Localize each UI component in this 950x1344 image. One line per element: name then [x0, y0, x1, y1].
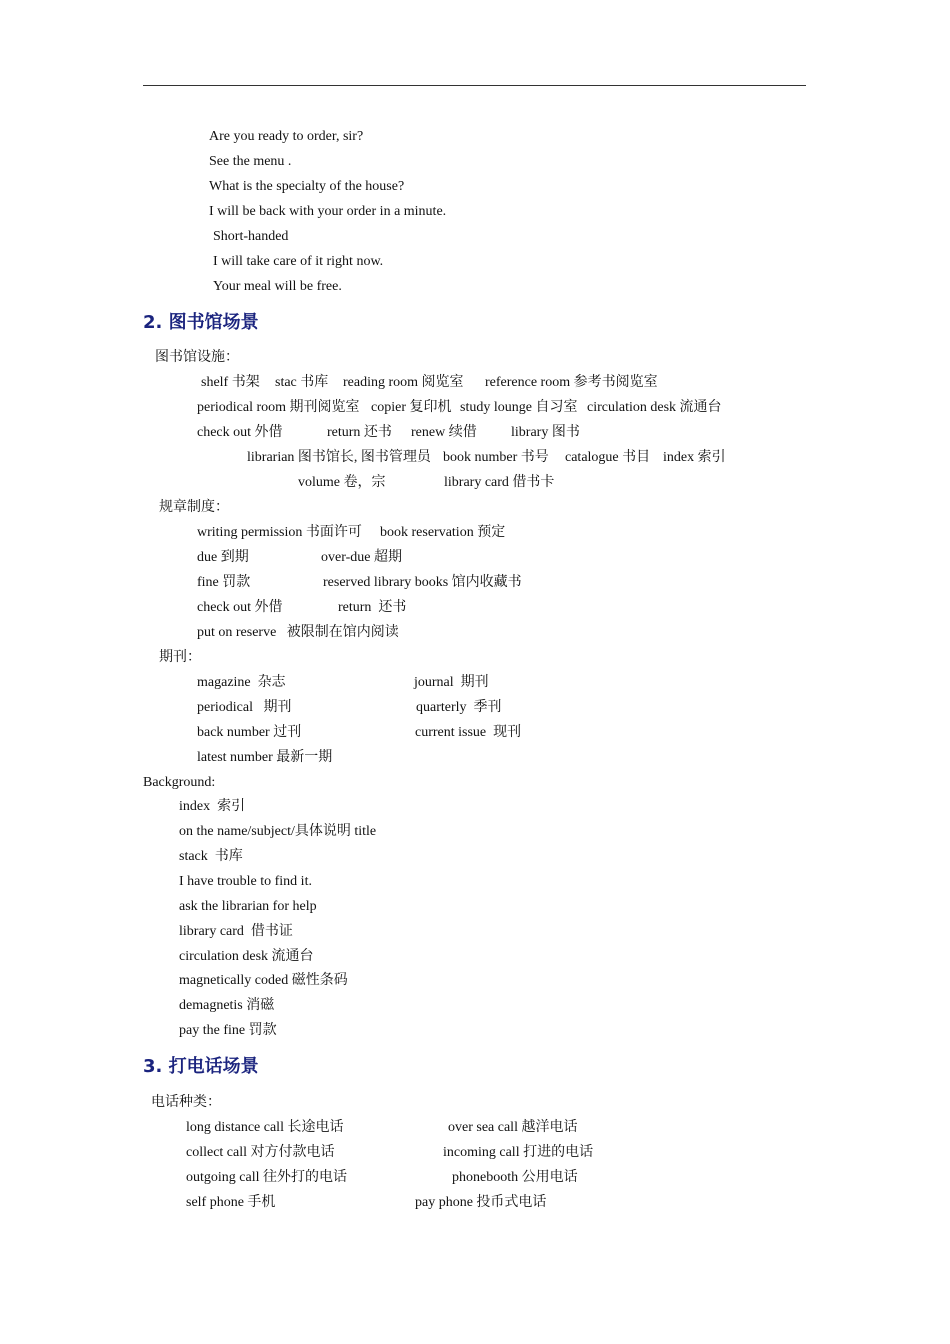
vocab-item: index 索引 [663, 450, 726, 465]
vocab-item: pay the fine 罚款 [179, 1023, 277, 1038]
vocab-item: stac 书库 [275, 375, 329, 390]
vocab-item: long distance call 长途电话 [186, 1120, 344, 1135]
vocab-item: library card 借书证 [179, 924, 293, 939]
background-label: Background: [143, 775, 216, 790]
section-heading-library: 2. 图书馆场景 [143, 312, 259, 333]
rules-label: 规章制度： [159, 500, 229, 515]
vocab-item: magazine 杂志 [197, 675, 286, 690]
vocab-item: circulation desk 流通台 [179, 949, 314, 964]
vocab-item: on the name/subject/具体说明 title [179, 824, 377, 839]
dialogue-line: Your meal will be free. [213, 279, 342, 294]
vocab-item: check out 外借 [197, 425, 283, 440]
vocab-item: study lounge 自习室 [460, 400, 578, 415]
dialogue-line: I will be back with your order in a minute. [209, 204, 447, 219]
vocab-item: put on reserve 被限制在馆内阅读 [197, 625, 399, 640]
vocab-item: I have trouble to find it. [179, 874, 312, 889]
vocab-item: periodical 期刊 [197, 700, 292, 715]
vocab-item: stack 书库 [179, 849, 243, 864]
vocab-item: pay phone 投币式电话 [415, 1195, 547, 1210]
periodicals-label: 期刊： [159, 650, 201, 665]
vocab-item: demagnetis 消磁 [179, 998, 275, 1013]
facilities-label: 图书馆设施： [155, 350, 239, 365]
dialogue-line: What is the specialty of the house? [209, 179, 405, 194]
vocab-item: return 还书 [338, 600, 407, 615]
vocab-item: current issue 现刊 [415, 725, 522, 740]
vocab-item: index 索引 [179, 799, 246, 814]
vocab-item: latest number 最新一期 [197, 750, 333, 765]
vocab-item: reserved library books 馆内收藏书 [323, 575, 522, 590]
vocab-item: collect call 对方付款电话 [186, 1145, 335, 1160]
vocab-item: magnetically coded 磁性条码 [179, 973, 348, 988]
vocab-item: check out 外借 [197, 600, 283, 615]
vocab-item: self phone 手机 [186, 1195, 276, 1210]
vocab-item: reading room 阅览室 [343, 375, 464, 390]
vocab-item: ask the librarian for help [179, 899, 317, 914]
vocab-item: fine 罚款 [197, 575, 251, 590]
dialogue-line: Short-handed [213, 229, 289, 244]
vocab-item: book number 书号 [443, 450, 549, 465]
vocab-item: periodical room 期刊阅览室 [197, 400, 360, 415]
vocab-item: return 还书 [327, 425, 392, 440]
vocab-item: library card 借书卡 [444, 475, 555, 490]
section-heading-phone: 3. 打电话场景 [143, 1056, 259, 1077]
vocab-item: volume 卷，宗 [298, 475, 386, 490]
vocab-item: writing permission 书面许可 [197, 525, 362, 540]
header-rule [143, 85, 806, 86]
dialogue-line: Are you ready to order, sir? [209, 129, 364, 144]
vocab-item: due 到期 [197, 550, 249, 565]
dialogue-line: See the menu . [209, 154, 292, 169]
vocab-item: book reservation 预定 [380, 525, 506, 540]
vocab-item: back number 过刊 [197, 725, 302, 740]
vocab-item: over sea call 越洋电话 [448, 1120, 578, 1135]
vocab-item: outgoing call 往外打的电话 [186, 1170, 347, 1185]
phone-types-label: 电话种类： [151, 1095, 221, 1110]
vocab-item: journal 期刊 [414, 675, 489, 690]
vocab-item: librarian 图书馆长, 图书管理员 [247, 450, 431, 465]
vocab-item: over-due 超期 [321, 550, 402, 565]
dialogue-line: I will take care of it right now. [213, 254, 384, 269]
vocab-item: renew 续借 [411, 425, 477, 440]
vocab-item: shelf 书架 [201, 375, 260, 390]
vocab-item: circulation desk 流通台 [587, 400, 722, 415]
vocab-item: quarterly 季刊 [416, 700, 502, 715]
vocab-item: library 图书 [511, 425, 580, 440]
vocab-item: incoming call 打进的电话 [443, 1145, 594, 1160]
vocab-item: copier 复印机 [371, 400, 452, 415]
vocab-item: reference room 参考书阅览室 [485, 375, 658, 390]
vocab-item: catalogue 书目 [565, 450, 651, 465]
vocab-item: phonebooth 公用电话 [452, 1170, 578, 1185]
